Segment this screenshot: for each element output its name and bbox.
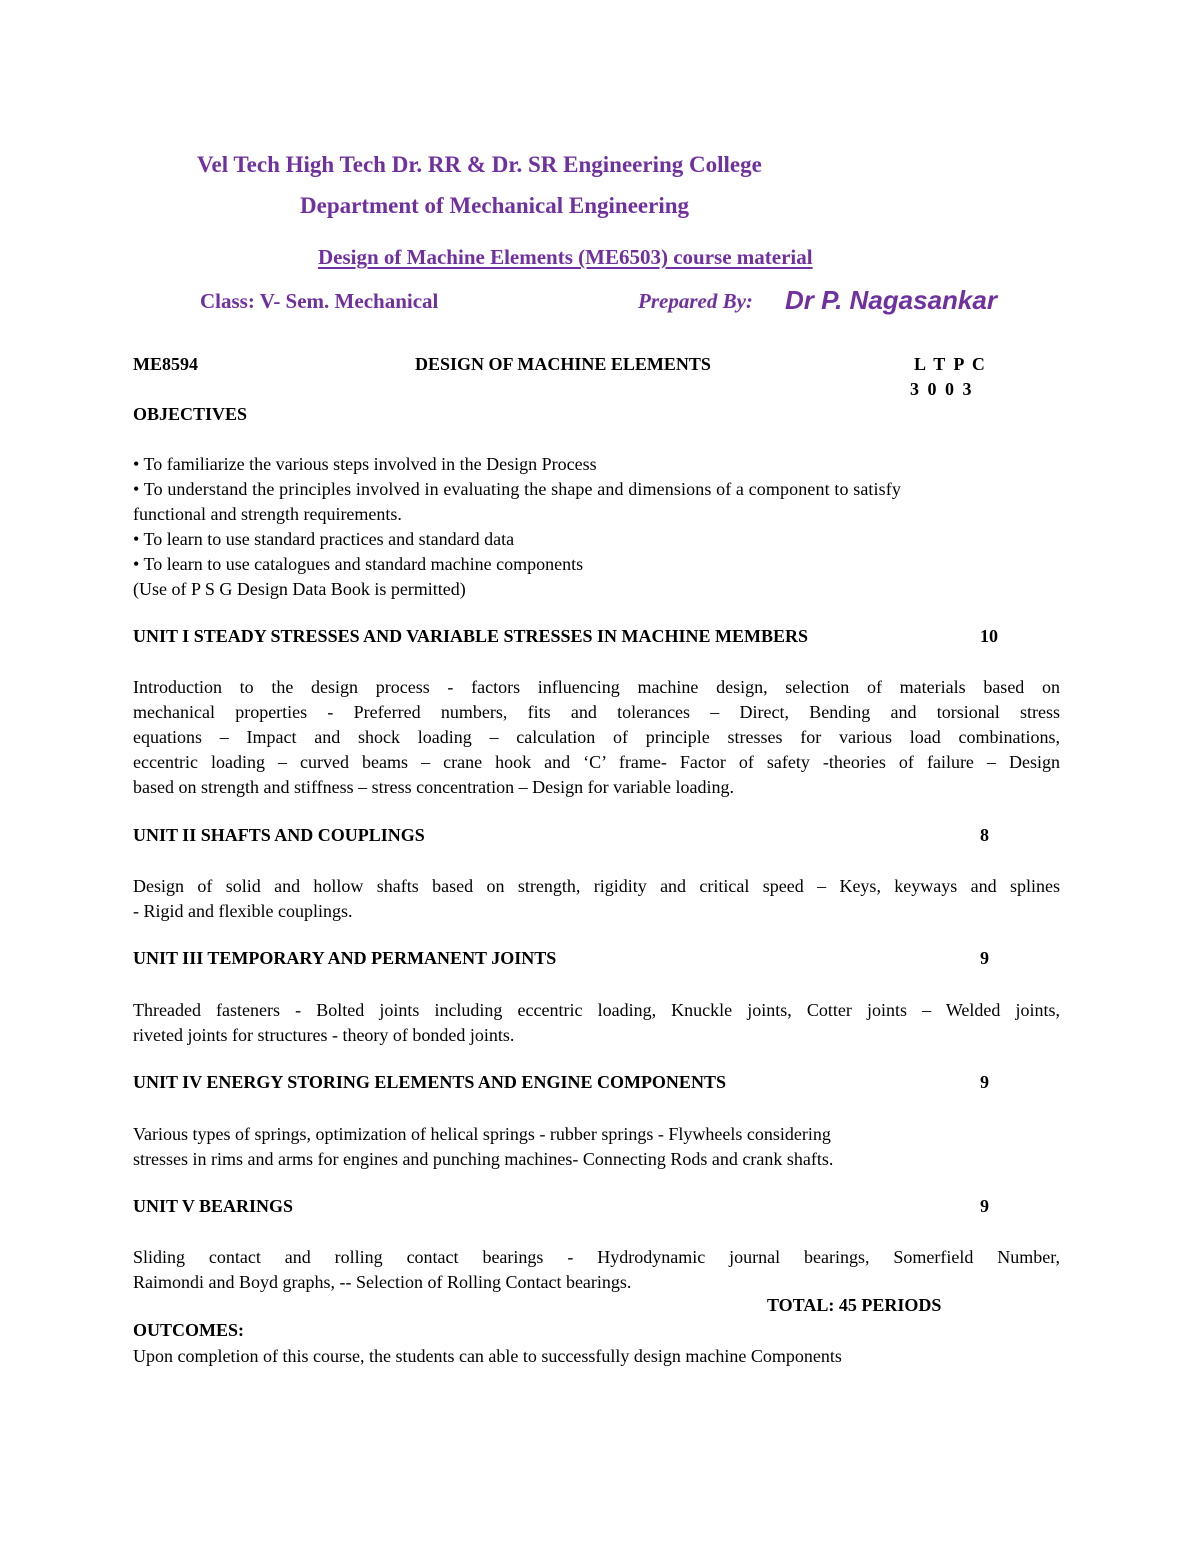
unit-1-line: eccentric loading – curved beams – crane hook and ‘C’ frame- Factor of safety -theories of failure – Design	[133, 752, 1060, 772]
ltpc-label: L T P C	[914, 354, 987, 374]
objectives-list	[133, 452, 901, 602]
unit-1-description	[133, 675, 1060, 800]
objective-line: • To familiarize the various steps involved in the Design Process	[133, 454, 597, 474]
unit-3-line: riveted joints for structures - theory of bonded joints.	[133, 1025, 515, 1045]
unit-2-hours: 8	[980, 825, 989, 845]
prepared-by-label: Prepared By:	[638, 289, 753, 313]
unit-4-title: UNIT IV ENERGY STORING ELEMENTS AND ENGINE COMPONENTS	[133, 1072, 726, 1092]
unit-4-line: Various types of springs, optimization of helical springs - rubber springs - Flywheels considering	[133, 1124, 831, 1144]
objective-line: • To learn to use standard practices and standard data	[133, 529, 515, 549]
unit-3-description	[133, 998, 1060, 1048]
course-code: ME8594	[133, 354, 198, 374]
unit-1-line: mechanical properties - Preferred numbers, fits and tolerances – Direct, Bending and torsional stress	[133, 702, 1060, 722]
outcomes-text: Upon completion of this course, the students can able to successfully design machine Components	[133, 1346, 842, 1366]
total-periods: TOTAL: 45 PERIODS	[767, 1295, 942, 1315]
course-title: DESIGN OF MACHINE ELEMENTS	[415, 354, 711, 374]
department-name: Department of Mechanical Engineering	[300, 193, 690, 218]
outcomes-heading: OUTCOMES:	[133, 1320, 245, 1340]
unit-5-description	[133, 1245, 1060, 1295]
objective-line: • To learn to use catalogues and standard machine components	[133, 554, 584, 574]
unit-2-title: UNIT II SHAFTS AND COUPLINGS	[133, 825, 425, 845]
class-info: Class: V- Sem. Mechanical	[200, 289, 439, 313]
ltpc-values: 3 0 0 3	[910, 379, 974, 399]
unit-5-title: UNIT V BEARINGS	[133, 1196, 294, 1216]
objective-line: functional and strength requirements.	[133, 504, 402, 524]
objectives-heading: OBJECTIVES	[133, 404, 248, 424]
unit-1-line: based on strength and stiffness – stress concentration – Design for variable loading.	[133, 777, 735, 797]
unit-2-line: Design of solid and hollow shafts based on strength, rigidity and critical speed – Keys, keyways and splines	[133, 876, 1060, 896]
unit-3-hours: 9	[980, 948, 989, 968]
college-name: Vel Tech High Tech Dr. RR & Dr. SR Engineering College	[197, 152, 762, 177]
objective-line: • To understand the principles involved in evaluating the shape and dimensions of a component to satisfy	[133, 479, 902, 499]
unit-4-description	[133, 1122, 993, 1172]
unit-5-line: Raimondi and Boyd graphs, -- Selection of Rolling Contact bearings.	[133, 1272, 632, 1292]
unit-3-title: UNIT III TEMPORARY AND PERMANENT JOINTS	[133, 948, 557, 968]
unit-2-description	[133, 874, 1060, 924]
unit-5-line: Sliding contact and rolling contact bearings - Hydrodynamic journal bearings, Somerfield Number,	[133, 1247, 1060, 1267]
unit-2-line: - Rigid and flexible couplings.	[133, 901, 353, 921]
unit-1-line: equations – Impact and shock loading – calculation of principle stresses for various load combinations,	[133, 727, 1060, 747]
course-material-title: Design of Machine Elements (ME6503) course material	[318, 245, 813, 269]
unit-4-hours: 9	[980, 1072, 989, 1092]
unit-5-hours: 9	[980, 1196, 989, 1216]
unit-1-title: UNIT I STEADY STRESSES AND VARIABLE STRESSES IN MACHINE MEMBERS	[133, 626, 809, 646]
author-name: Dr P. Nagasankar	[785, 285, 997, 315]
objective-line: (Use of P S G Design Data Book is permitted)	[133, 579, 466, 599]
unit-3-line: Threaded fasteners - Bolted joints including eccentric loading, Knuckle joints, Cotter joints – Welded joints,	[133, 1000, 1060, 1020]
unit-4-line: stresses in rims and arms for engines and punching machines- Connecting Rods and crank shafts.	[133, 1149, 834, 1169]
unit-1-line: Introduction to the design process - factors influencing machine design, selection of materials based on	[133, 677, 1060, 697]
unit-1-hours: 10	[980, 626, 998, 646]
